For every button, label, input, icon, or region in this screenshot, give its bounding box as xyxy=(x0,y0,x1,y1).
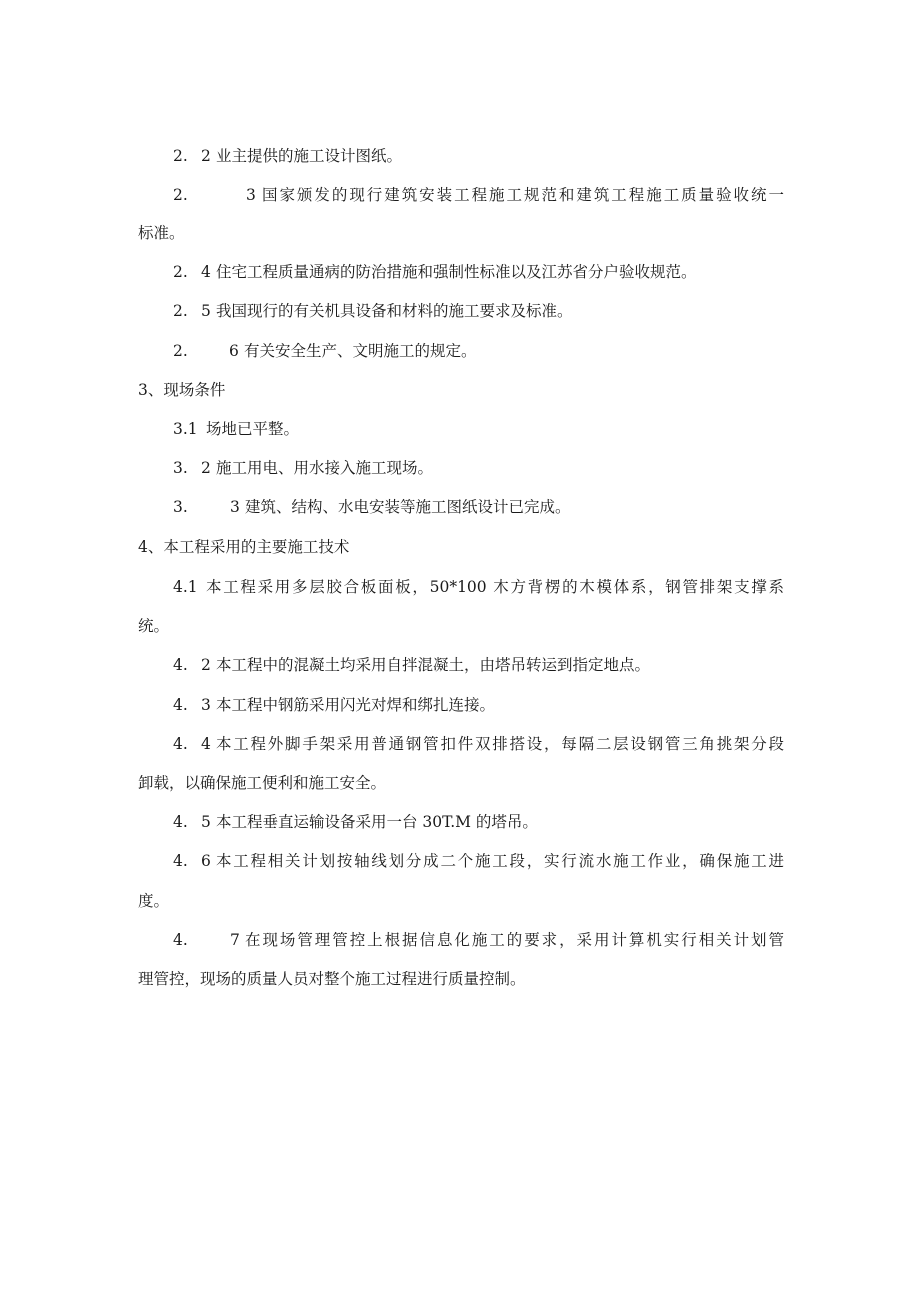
item-text-continued: 标准。 xyxy=(138,224,185,242)
item-text: 业主提供的施工设计图纸。 xyxy=(216,147,403,165)
item-sub-number: 4 xyxy=(201,735,211,753)
item-number: 4.1 xyxy=(173,578,198,596)
item-text: 建筑、结构、水电安装等施工图纸设计已完成。 xyxy=(245,498,571,516)
item-number: 4. xyxy=(173,735,188,753)
item-number: 3. xyxy=(173,498,188,516)
item-text: 住宅工程质量通病的防治措施和强制性标准以及江苏省分户验收规范。 xyxy=(216,263,697,281)
item-sub-number: 5 xyxy=(201,813,211,831)
item-number: 4. xyxy=(173,852,188,870)
item-number: 2. xyxy=(173,147,188,165)
item-text: 施工用电、用水接入施工现场。 xyxy=(216,459,434,477)
item-number: 3.1 xyxy=(173,420,198,438)
item-text: 国家颁发的现行建筑安装工程施工规范和建筑工程施工质量验收统一 xyxy=(262,186,784,204)
item-text: 本工程垂直运输设备采用一台 30T.M 的塔吊。 xyxy=(216,813,538,831)
item-text-continued: 度。 xyxy=(138,892,170,910)
item-number: 4. xyxy=(173,696,188,714)
item-text: 本工程中的混凝土均采用自拌混凝土，由塔吊转运到指定地点。 xyxy=(216,656,651,674)
item-number: 4. xyxy=(173,931,188,949)
item-text: 本工程中钢筋采用闪光对焊和绑扎连接。 xyxy=(216,696,496,714)
section-heading: 4、本工程采用的主要施工技术 xyxy=(138,538,350,556)
item-text: 在现场管理管控上根据信息化施工的要求，采用计算机实行相关计划管 xyxy=(245,931,784,949)
item-sub-number: 4 xyxy=(201,263,211,281)
item-sub-number: 5 xyxy=(201,302,211,320)
item-text: 我国现行的有关机具设备和材料的施工要求及标准。 xyxy=(216,302,573,320)
item-text-continued: 理管控，现场的质量人员对整个施工过程进行质量控制。 xyxy=(138,970,526,988)
item-sub-number: 6 xyxy=(229,342,239,360)
item-text-continued: 卸载，以确保施工便利和施工安全。 xyxy=(138,774,387,792)
item-number: 2. xyxy=(173,342,188,360)
item-number: 2. xyxy=(173,263,188,281)
item-sub-number: 2 xyxy=(201,459,211,477)
section-heading: 3、现场条件 xyxy=(138,381,226,399)
item-text-continued: 统。 xyxy=(138,617,170,635)
item-text: 场地已平整。 xyxy=(206,420,300,438)
item-number: 2. xyxy=(173,302,188,320)
item-text: 本工程采用多层胶合板面板，50*100 木方背楞的木模体系，钢管排架支撑系 xyxy=(206,578,784,596)
item-text: 本工程外脚手架采用普通钢管扣件双排搭设，每隔二层设钢管三角挑架分段 xyxy=(216,735,784,753)
item-number: 4. xyxy=(173,656,188,674)
item-sub-number: 2 xyxy=(201,656,211,674)
item-number: 2. xyxy=(173,186,188,204)
item-sub-number: 3 xyxy=(201,696,211,714)
item-text: 本工程相关计划按轴线划分成二个施工段，实行流水施工作业，确保施工进 xyxy=(216,852,784,870)
item-sub-number: 3 xyxy=(246,186,256,204)
item-sub-number: 2 xyxy=(201,147,211,165)
item-sub-number: 7 xyxy=(230,931,240,949)
item-text: 有关安全生产、文明施工的规定。 xyxy=(244,342,477,360)
item-sub-number: 6 xyxy=(201,852,211,870)
item-number: 4. xyxy=(173,813,188,831)
item-sub-number: 3 xyxy=(230,498,240,516)
item-number: 3. xyxy=(173,459,188,477)
